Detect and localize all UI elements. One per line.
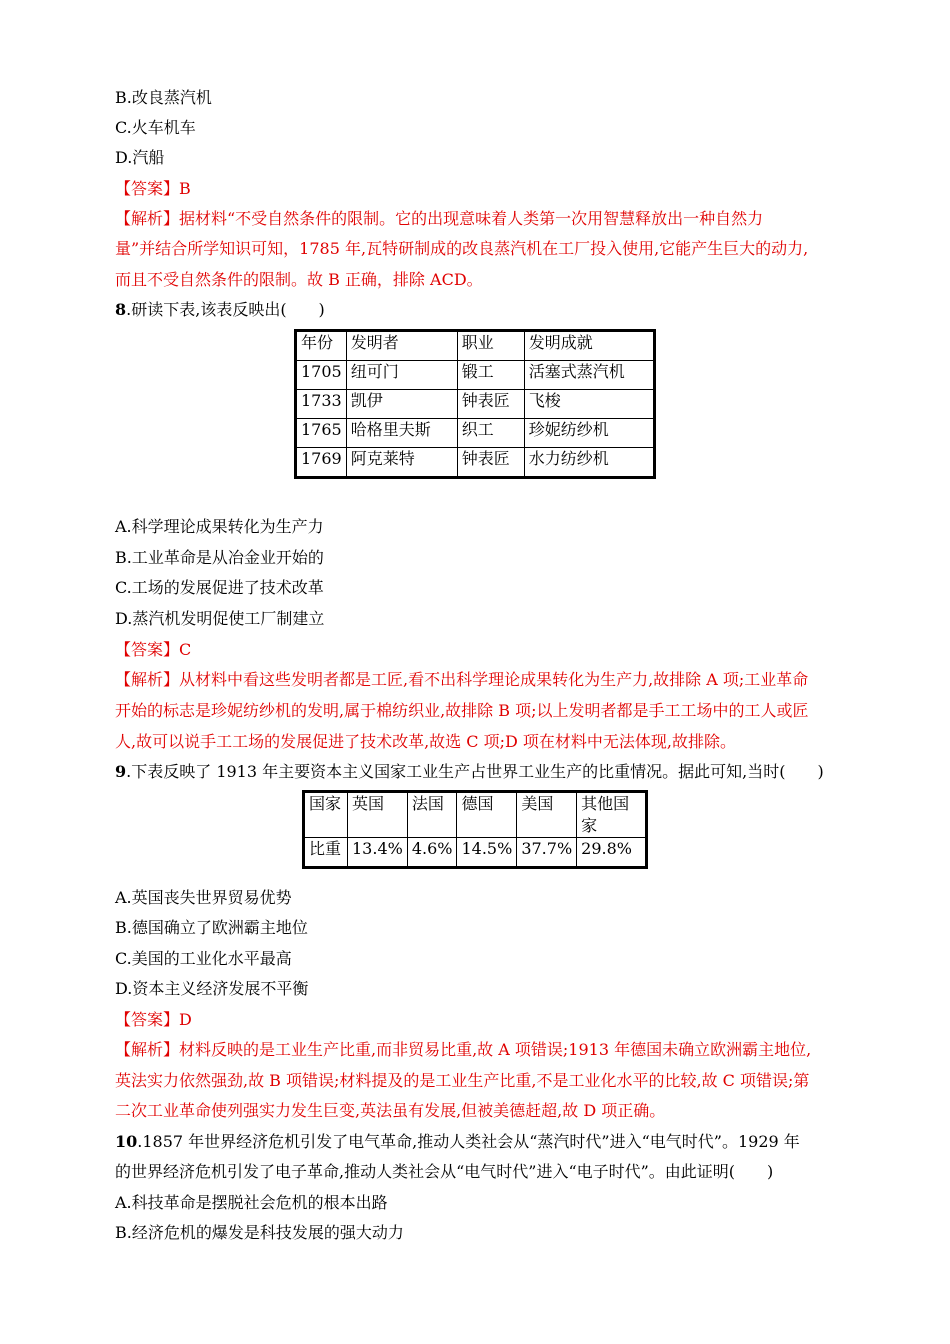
- table-row: [296, 419, 655, 448]
- q9-table: [302, 790, 648, 869]
- q7-option-c: C.火车机车: [115, 118, 196, 137]
- q7-option-d: D.汽船: [115, 148, 165, 167]
- q9-option-a: A.英国丧失世界贸易优势: [115, 888, 292, 907]
- q10-stem-line-2: 的世界经济危机引发了电子革命,推动人类社会从“电气时代”进入“电子时代”。由此证明( ): [115, 1162, 774, 1181]
- q7-analysis-line-1: 【解析】据材料“不受自然条件的限制。它的出现意味着人类第一次用智慧释放出一种自然力: [115, 209, 764, 228]
- table-row: [304, 792, 647, 838]
- q8-table: [294, 329, 656, 479]
- q9-option-b: B.德国确立了欧洲霸主地位: [115, 918, 308, 937]
- q7-answer: 【答案】B: [115, 179, 191, 198]
- table-cell: 水力纺纱机: [524, 448, 654, 478]
- table-cell: 1705: [296, 361, 347, 390]
- table-cell: 29.8%: [577, 838, 647, 868]
- table-row: [296, 390, 655, 419]
- q8-analysis-line-2: 开始的标志是珍妮纺纱机的发明,属于棉纺织业,故排除 B 项;以上发明者都是手工工场中的工人或匠: [115, 701, 809, 720]
- q8-option-d: D.蒸汽机发明促使工厂制建立: [115, 609, 325, 628]
- table-cell: 阿克莱特: [346, 448, 457, 478]
- q9-analysis-line-2: 英法实力依然强劲,故 B 项错误;材料提及的是工业生产比重,不是工业化水平的比较,故 C 项错误;第: [115, 1071, 810, 1090]
- q8-answer: 【答案】C: [115, 640, 192, 659]
- table-cell: 飞梭: [524, 390, 654, 419]
- table-cell: 锻工: [457, 361, 524, 390]
- table-header-cell: 发明者: [346, 331, 457, 361]
- table-cell: 4.6%: [407, 838, 457, 868]
- table-cell: 凯伊: [346, 390, 457, 419]
- table-cell: 1733: [296, 390, 347, 419]
- q9-option-d: D.资本主义经济发展不平衡: [115, 979, 309, 998]
- table-cell: 比重: [304, 838, 348, 868]
- q8-analysis-line-3: 人,故可以说手工工场的发展促进了技术改革,故选 C 项;D 项在材料中无法体现,故排除。: [115, 732, 736, 751]
- table-cell: 13.4%: [348, 838, 408, 868]
- table-cell: 珍妮纺纱机: [524, 419, 654, 448]
- q9-answer: 【答案】D: [115, 1010, 192, 1029]
- table-cell: 14.5%: [457, 838, 517, 868]
- q9-analysis-line-1: 【解析】材料反映的是工业生产比重,而非贸易比重,故 A 项错误;1913 年德国未确立欧洲霸主地位,: [115, 1040, 812, 1059]
- table-header-cell: 职业: [457, 331, 524, 361]
- table-cell: 法国: [407, 792, 457, 838]
- table-row: [296, 331, 655, 361]
- q7-analysis-line-2: 量”并结合所学知识可知，1785 年,瓦特研制成的改良蒸汽机在工厂投入使用,它能产生巨大的动力,: [115, 239, 809, 258]
- table-header-cell: 年份: [296, 331, 347, 361]
- q8-analysis-line-1: 【解析】从材料中看这些发明者都是工匠,看不出科学理论成果转化为生产力,故排除 A 项;工业革命: [115, 670, 809, 689]
- q8-option-c: C.工场的发展促进了技术改革: [115, 578, 324, 597]
- table-row: [296, 448, 655, 478]
- table-cell: 国家: [304, 792, 348, 838]
- table-cell: 1769: [296, 448, 347, 478]
- q9-stem: [115, 762, 824, 782]
- table-cell: 哈格里夫斯: [346, 419, 457, 448]
- q10-stem-text-1: .1857 年世界经济危机引发了电气革命,推动人类社会从“蒸汽时代”进入“电气时代”。1929 年: [137, 1132, 800, 1151]
- q10-option-b: B.经济危机的爆发是科技发展的强大动力: [115, 1223, 404, 1242]
- q8-stem: [115, 300, 325, 320]
- q8-number: 8: [115, 300, 127, 319]
- table-cell: 英国: [348, 792, 408, 838]
- q10-option-a: A.科技革命是摆脱社会危机的根本出路: [115, 1193, 388, 1212]
- table-row: [304, 838, 647, 868]
- table-cell: 纽可门: [346, 361, 457, 390]
- q10-number: 10: [115, 1132, 138, 1151]
- table-cell: 其他国家: [577, 792, 647, 838]
- table-header-cell: 发明成就: [524, 331, 654, 361]
- table-cell: 37.7%: [517, 838, 577, 868]
- table-row: [296, 361, 655, 390]
- table-cell: 活塞式蒸汽机: [524, 361, 654, 390]
- table-cell: 美国: [517, 792, 577, 838]
- q8-option-a: A.科学理论成果转化为生产力: [115, 517, 324, 536]
- q8-stem-text: .研读下表,该表反映出( ): [126, 300, 325, 319]
- table-cell: 织工: [457, 419, 524, 448]
- q9-number: 9: [115, 762, 127, 781]
- q7-analysis-line-3: 而且不受自然条件的限制。故 B 正确，排除 ACD。: [115, 270, 483, 289]
- table-cell: 钟表匠: [457, 390, 524, 419]
- q9-option-c: C.美国的工业化水平最高: [115, 949, 292, 968]
- q9-analysis-line-3: 二次工业革命使列强实力发生巨变,英法虽有发展,但被美德赶超,故 D 项正确。: [115, 1101, 666, 1120]
- q8-option-b: B.工业革命是从冶金业开始的: [115, 548, 324, 567]
- q7-option-b: B.改良蒸汽机: [115, 88, 212, 107]
- q9-stem-text: .下表反映了 1913 年主要资本主义国家工业生产占世界工业生产的比重情况。据此可知,当时( ): [126, 762, 824, 781]
- table-cell: 德国: [457, 792, 517, 838]
- table-cell: 1765: [296, 419, 347, 448]
- q10-stem-line-1: [115, 1132, 800, 1152]
- table-cell: 钟表匠: [457, 448, 524, 478]
